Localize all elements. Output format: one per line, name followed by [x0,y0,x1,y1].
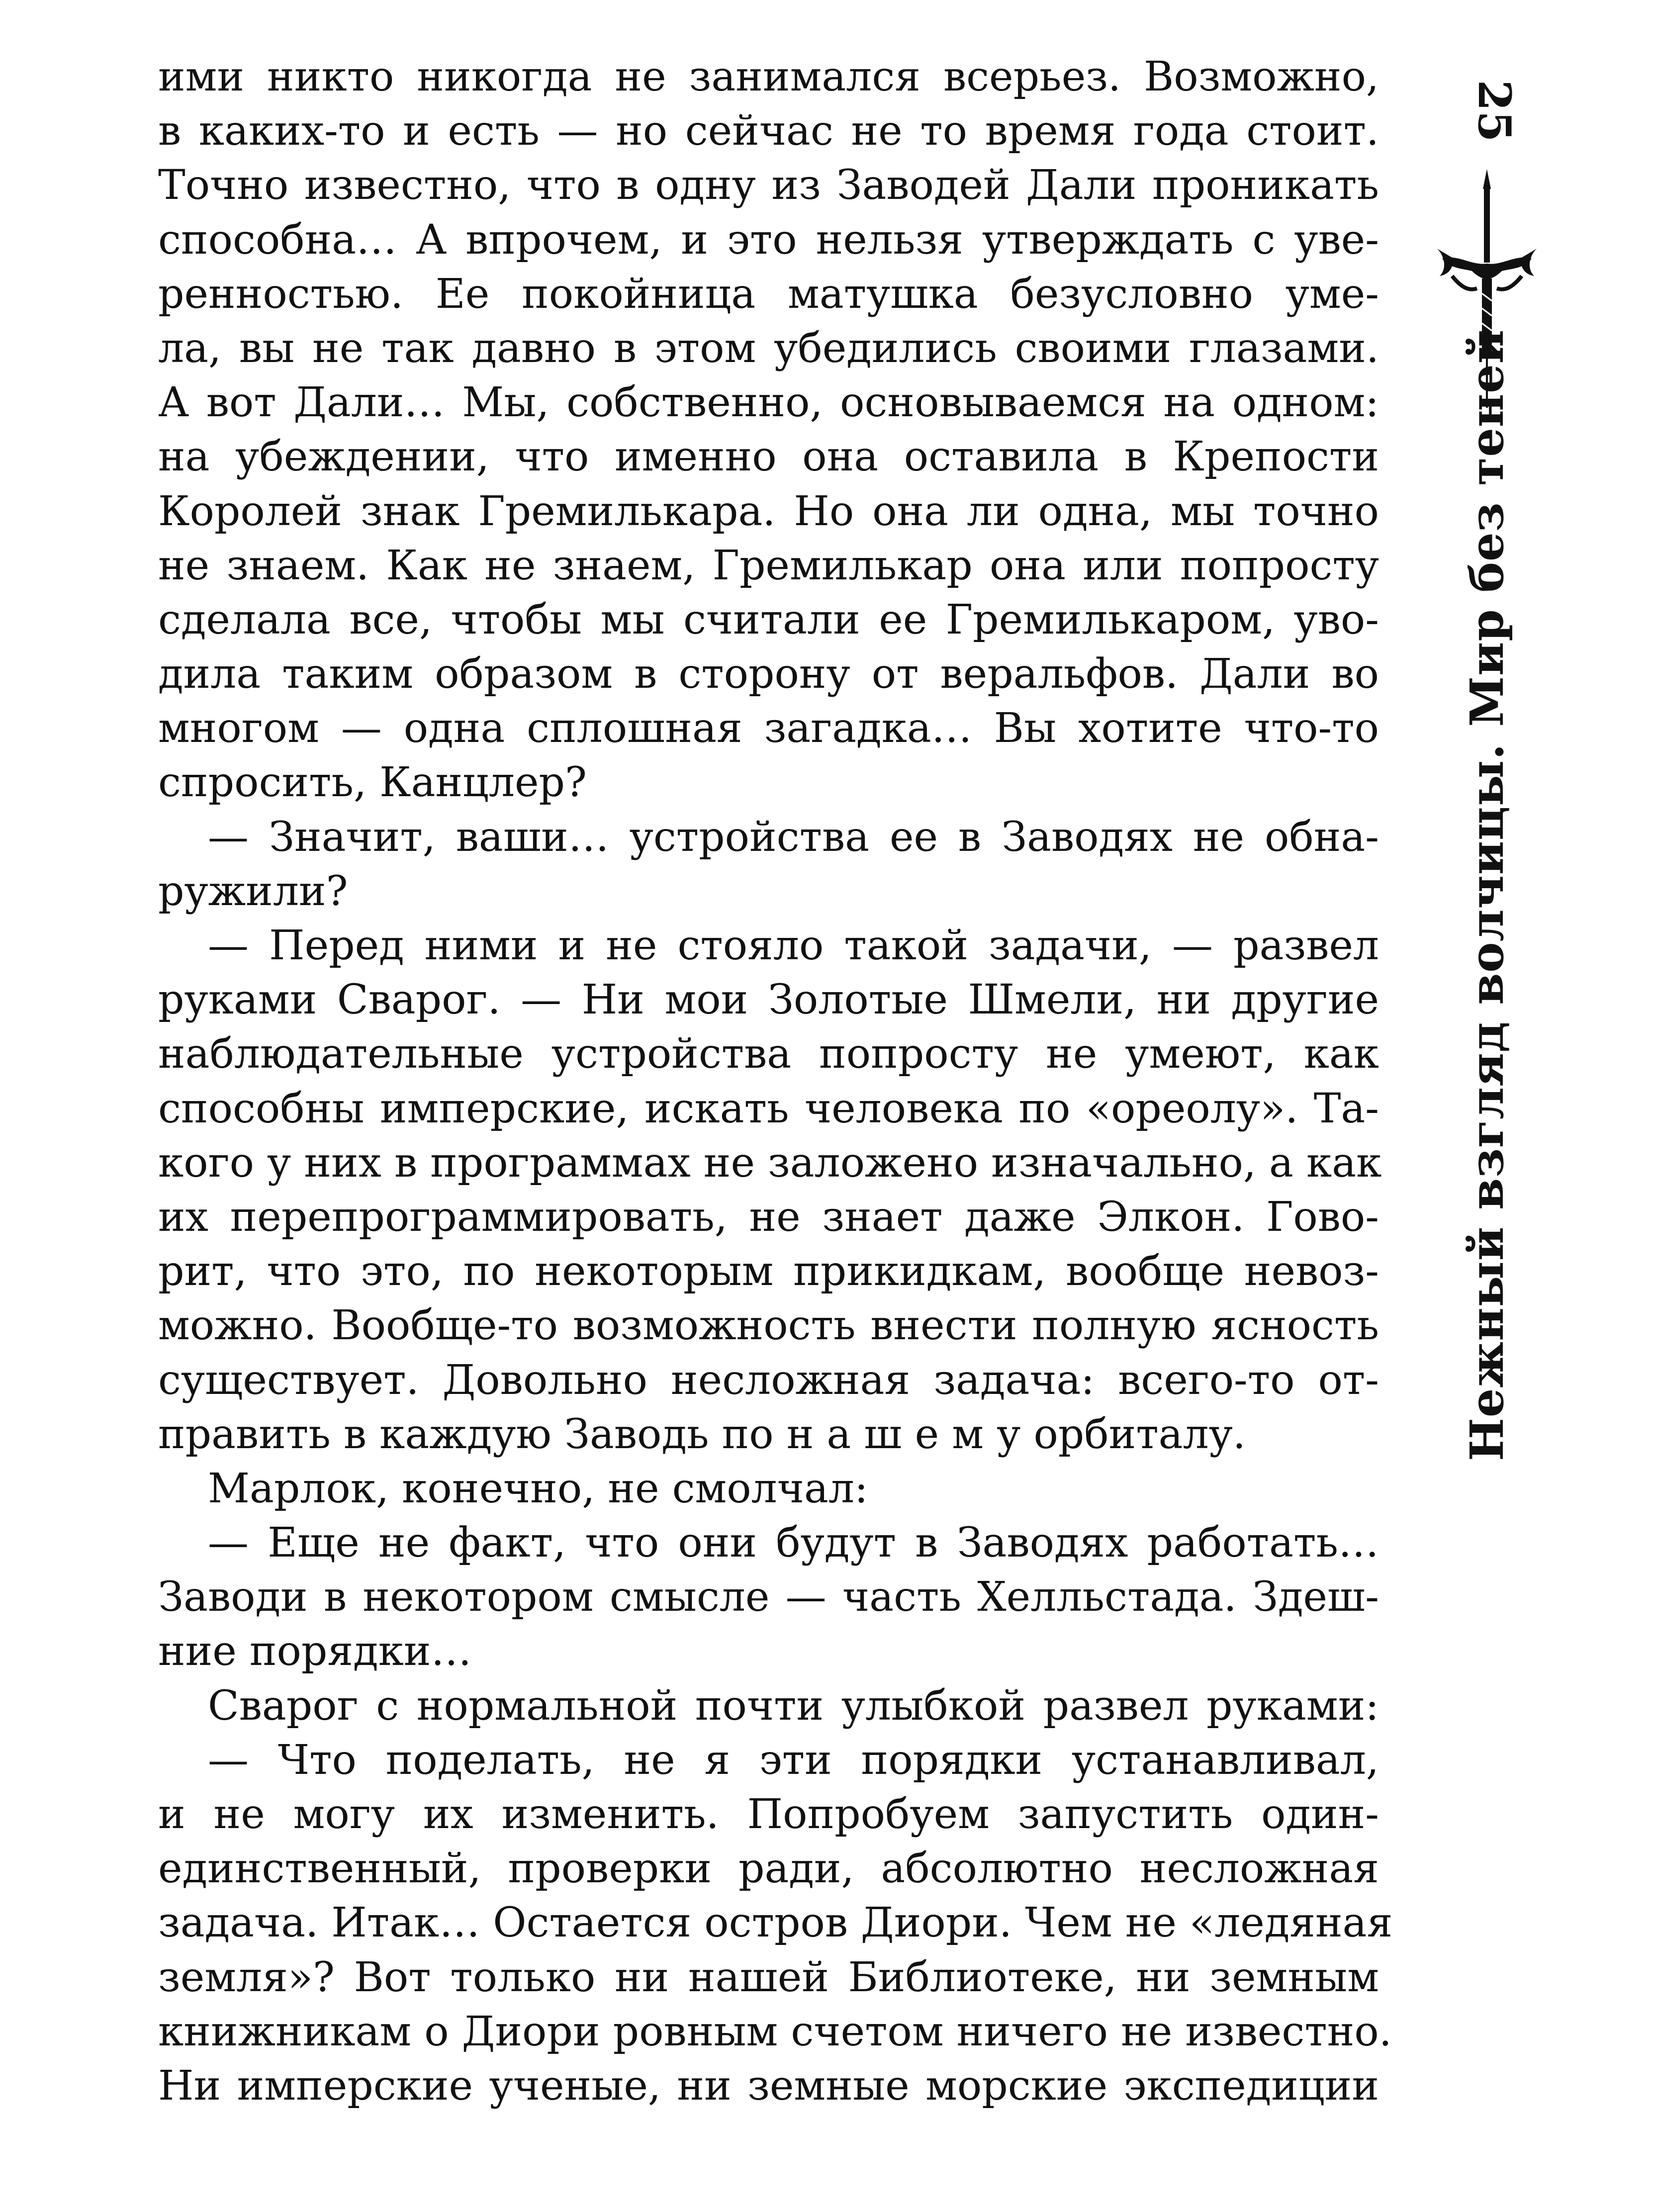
text-line: способна… А впрочем, и это нельзя утверждать с уве- [158,216,1379,264]
text-line: многом — одна сплошная загадка… Вы хотите что-то [158,705,1379,752]
text-line: в каких-то и есть — но сейчас не то время года стоит. [158,107,1379,155]
text-line: и не могу их изменить. Попробуем запустить один- [158,1791,1379,1838]
body-text [158,50,1393,2113]
text-line: способны имперские, искать человека по «ореолу». Та- [158,1085,1379,1132]
text-line: А вот Дали… Мы, собственно, основываемся на одном: [158,379,1379,427]
text-line: рит, что это, по некоторым прикидкам, вообще невоз- [158,1248,1379,1295]
text-line: — Еще не факт, что они будут в Заводях работать… [208,1519,1379,1567]
text-line: — Значит, ваши… устройства ее в Заводях не обна- [208,813,1379,861]
text-line: кого у них в программах не заложено изначально, а как [158,1139,1382,1187]
text-line: единственный, проверки ради, абсолютно несложная [158,1845,1379,1893]
text-line: — Перед ними и не стояло такой задачи, — развел [208,922,1379,969]
text-line: Точно известно, что в одну из Заводей Дали проникать [158,162,1379,209]
text-line: на убеждении, что именно она оставила в Крепости [158,433,1379,481]
text-line: не знаем. Как не знаем, Гремилькар она или попросту [158,542,1379,589]
text-line: существует. Довольно несложная задача: всего-то от- [158,1356,1379,1404]
text-line: можно. Вообще-то возможность внести полную ясность [158,1302,1379,1350]
text-line: Заводи в некотором смысле — часть Хелльстада. Здеш- [158,1573,1379,1621]
text-line: ими никто никогда не занимался всерьез. Возможно, [158,53,1379,100]
text-line: Марлок, конечно, не смолчал: [208,1465,868,1512]
text-line: ла, вы не так давно в этом убедились своими глазами. [158,324,1379,372]
text-line: ружили? [158,867,348,915]
text-line: земля»? Вот только ни нашей Библиотеке, ни земным [158,1953,1379,2001]
text-line: дила таким образом в сторону от веральфов. Дали во [158,650,1379,698]
text-line: сделала все, чтобы мы считали ее Гремилькаром, уво- [158,596,1379,644]
page-number: 25 [1468,80,1521,142]
text-line: Ни имперские ученые, ни земные морские экспедиции [158,2062,1379,2110]
text-line: Сварог с нормальной почти улыбкой развел руками: [208,1682,1379,1730]
text-line: наблюдательные устройства попросту не умеют, как [158,1030,1379,1078]
running-title: Нежный взгляд волчицы. Мир без теней [1460,329,1514,1462]
text-line: книжникам о Диори ровным счетом ничего не известно. [158,2008,1392,2055]
text-line: руками Сварог. — Ни мои Золотые Шмели, ни другие [158,976,1379,1024]
text-line: Королей знак Гремилькара. Но она ли одна, мы точно [158,487,1379,535]
text-line: их перепрограммировать, не знает даже Элкон. Гово- [158,1193,1379,1241]
text-line: спросить, Канцлер? [158,759,587,807]
text-line: — Что поделать, не я эти порядки устанавливал, [208,1736,1379,1784]
text-line: править в каждую Заводь по н а ш е м у орбиталу. [158,1410,1246,1458]
text-line: ние порядки… [158,1628,472,1675]
text-line: ренностью. Ее покойница матушка безусловно уме- [158,270,1379,318]
text-line: задача. Итак… Остается остров Диори. Чем не «ледяная [158,1899,1393,1947]
